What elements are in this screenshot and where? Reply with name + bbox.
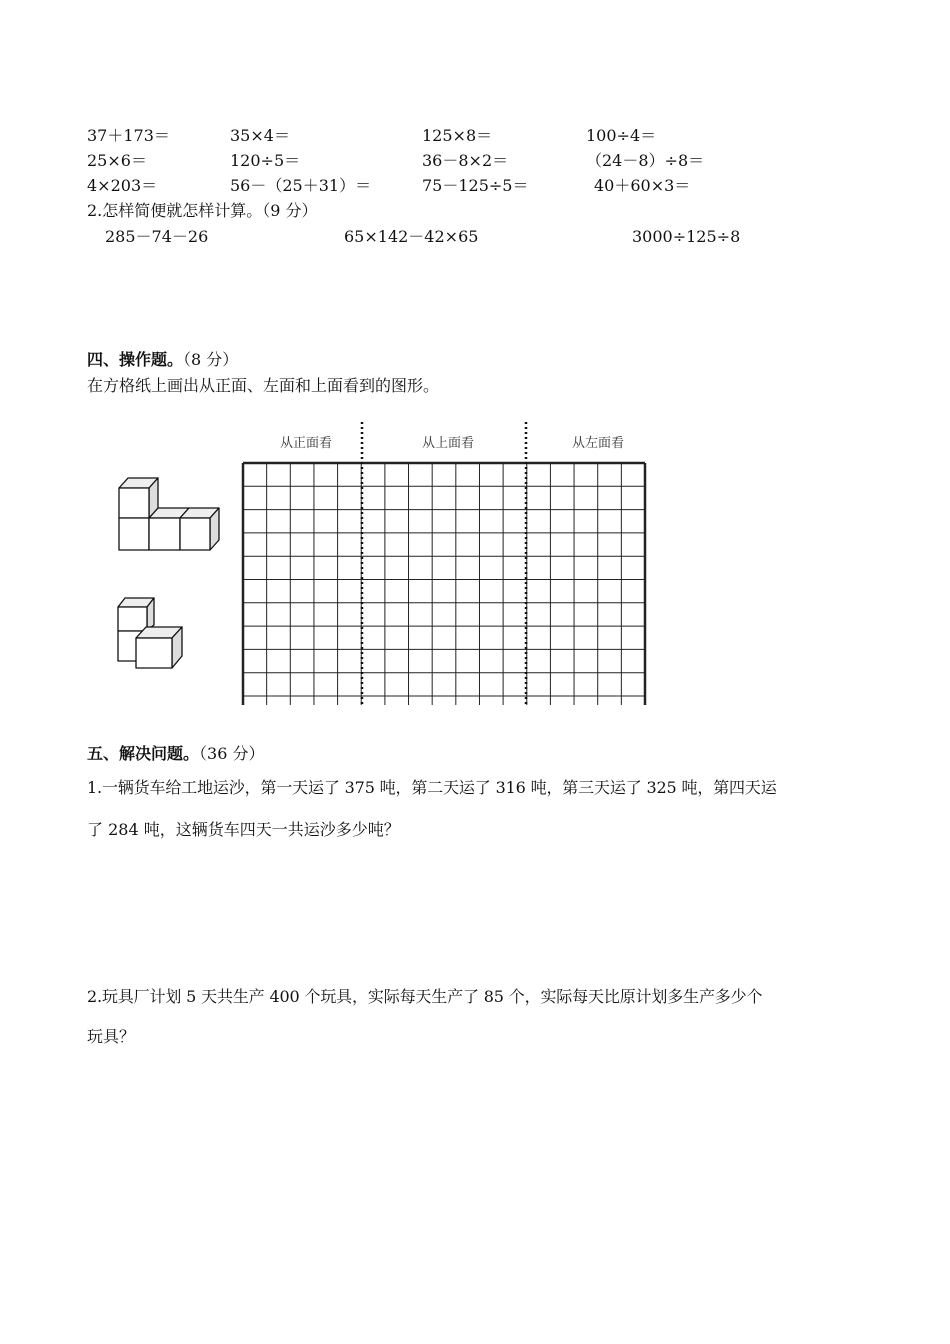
math-item: 100÷4＝: [586, 126, 657, 145]
section-4-instruction: 在方格纸上画出从正面、左面和上面看到的图形。: [87, 376, 440, 395]
math-item: 40＋60×3＝: [594, 176, 691, 195]
question-1-line-2: 了 284 吨，这辆货车四天一共运沙多少吨？: [87, 820, 400, 839]
math-item: 125×8＝: [422, 126, 493, 145]
section-5-title: 五、解决问题。: [87, 744, 200, 763]
grid-lines: [243, 463, 645, 705]
math-item: 35×4＝: [230, 126, 290, 145]
math-item: 4×203＝: [87, 176, 158, 195]
question-2-line-2: 玩具？: [87, 1027, 136, 1046]
section-5-heading: [87, 744, 264, 764]
simplify-item: 65×142－42×65: [344, 227, 479, 246]
question-1-line-1: 1.一辆货车给工地运沙，第一天运了 375 吨，第二天运了 316 吨，第三天运了 325 吨，第四天运: [87, 778, 777, 797]
section-5-score: （36 分）: [199, 744, 265, 763]
question-2-line-1: 2.玩具厂计划 5 天共生产 400 个玩具，实际每天生产了 85 个，实际每天比原计划多生产多少个: [87, 987, 763, 1006]
grid-label-left: 从左面看: [572, 436, 625, 451]
simplify-item: 285－74－26: [105, 227, 209, 246]
section-4-score: （8 分）: [183, 350, 239, 369]
math-item: 120÷5＝: [230, 151, 301, 170]
math-item: 56－（25＋31）＝: [230, 176, 372, 195]
grid-label-top: 从上面看: [422, 436, 475, 451]
math-item: 37＋173＝: [87, 126, 170, 145]
section-4-title: 四、操作题。: [87, 350, 184, 369]
cube-figures: [100, 470, 240, 680]
section-4-heading: [87, 350, 238, 370]
grid-paper: [230, 420, 660, 710]
math-item: 75－125÷5＝: [422, 176, 529, 195]
simplify-title: 2.怎样简便就怎样计算。（9 分）: [87, 201, 318, 220]
cube-figure-2: [118, 598, 182, 668]
math-item: 25×6＝: [87, 151, 147, 170]
grid-label-front: 从正面看: [280, 436, 333, 451]
math-item: （24－8）÷8＝: [586, 151, 705, 170]
simplify-item: 3000÷125÷8: [632, 227, 741, 246]
math-item: 36－8×2＝: [422, 151, 509, 170]
cube-figure-1: [119, 478, 219, 550]
